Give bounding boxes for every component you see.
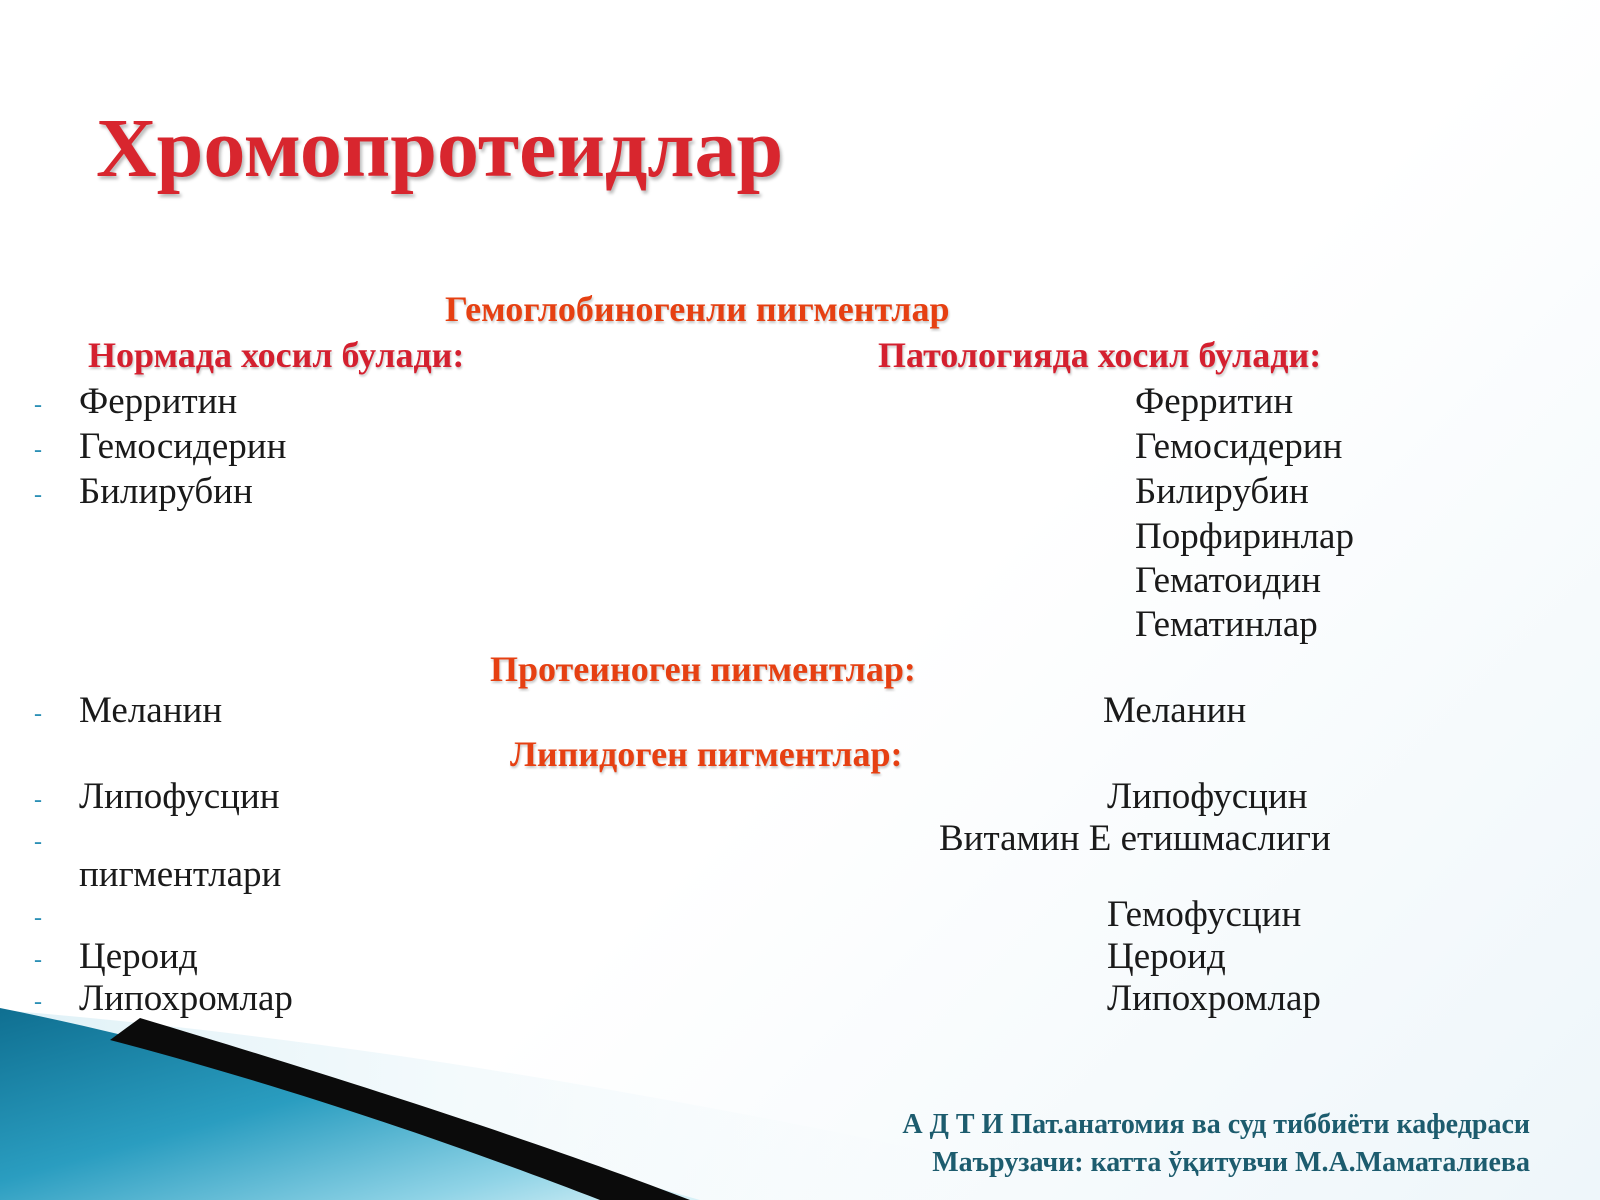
pathology-item-hematins: Гематинлар <box>1135 604 1318 645</box>
pathology-item-hemosiderin: Гемосидерин <box>1135 426 1343 467</box>
slide-title: Хромопротеидлар <box>96 102 784 195</box>
pathology-item-melanin: Меланин <box>1103 690 1247 731</box>
bullet-dash: - <box>34 989 42 1015</box>
normal-item-lipochromes: Липохромлар <box>79 978 293 1019</box>
pathology-item-lipochromes: Липохромлар <box>1107 978 1321 1019</box>
heading-hemoglobinogenic: Гемоглобиногенли пигментлар <box>445 289 950 329</box>
pathology-item-vitamin-e: Витамин Е етишмаслиги <box>939 818 1331 859</box>
bullet-dash: - <box>34 829 42 855</box>
bullet-dash: - <box>34 482 42 508</box>
pathology-item-hematoidin: Гематоидин <box>1135 560 1322 601</box>
pathology-item-porphyrins: Порфиринлар <box>1135 516 1354 557</box>
heading-normal-column: Нормада хосил булади: <box>88 335 465 375</box>
bullet-dash: - <box>34 392 42 418</box>
footer <box>902 1106 1530 1182</box>
normal-item-ceroid: Цероид <box>79 936 198 977</box>
normal-item-hemosiderin: Гемосидерин <box>79 426 287 467</box>
footer-department: А Д Т И Пат.анатомия ва суд тиббиёти кафедраси <box>902 1109 1530 1140</box>
heading-pathology-column: Патологияда хосил булади: <box>878 335 1322 375</box>
footer-lecturer: Маърузачи: катта ўқитувчи М.А.Маматалиева <box>932 1147 1530 1178</box>
normal-item-lipofuscin: Липофусцин <box>79 776 280 817</box>
normal-item-ferritin: Ферритин <box>79 381 238 422</box>
pathology-item-bilirubin: Билирубин <box>1135 471 1309 512</box>
normal-item-melanin: Меланин <box>79 690 223 731</box>
pathology-item-hemofuscin: Гемофусцин <box>1107 894 1302 935</box>
normal-item-bilirubin: Билирубин <box>79 471 253 512</box>
heading-lipidogenic: Липидоген пигментлар: <box>510 734 903 774</box>
pathology-item-ceroid: Цероид <box>1107 936 1226 977</box>
heading-proteinogenic: Протеиноген пигментлар: <box>490 649 916 689</box>
bullet-dash: - <box>34 701 42 727</box>
normal-item-pigments: пигментлари <box>79 854 282 895</box>
pathology-item-lipofuscin: Липофусцин <box>1107 776 1308 817</box>
pathology-item-ferritin: Ферритин <box>1135 381 1294 422</box>
bullet-dash: - <box>34 947 42 973</box>
bullet-dash: - <box>34 787 42 813</box>
bullet-dash: - <box>34 905 42 931</box>
bullet-dash: - <box>34 437 42 463</box>
